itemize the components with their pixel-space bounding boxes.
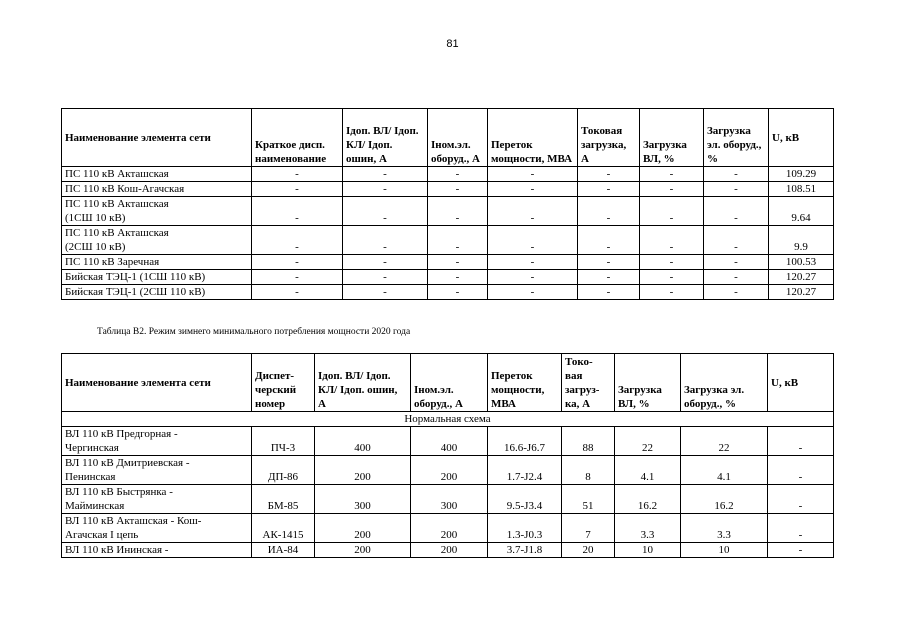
value-cell: - <box>252 182 343 197</box>
value-cell: 200 <box>411 514 488 543</box>
value-cell: - <box>704 197 769 226</box>
value-cell: - <box>578 182 640 197</box>
value-cell: 4.1 <box>681 456 768 485</box>
value-cell: - <box>640 285 704 300</box>
header-equip-load: Загрузка эл. оборуд., % <box>681 354 768 412</box>
value-cell: - <box>578 167 640 182</box>
value-cell: 16.2 <box>615 485 681 514</box>
table-row <box>62 197 834 226</box>
value-cell: - <box>343 226 428 255</box>
value-cell: ИА-84 <box>252 543 315 558</box>
value-cell: - <box>488 167 578 182</box>
element-name-line1: ПС 110 кВ Кош-Агачская <box>65 183 185 195</box>
value-cell: 7 <box>562 514 615 543</box>
element-name-cell <box>62 285 252 300</box>
table-winter-min-lines <box>61 353 834 558</box>
value-cell: - <box>704 182 769 197</box>
element-name-line1: ПС 110 кВ Акташская <box>65 198 169 210</box>
element-name-line1: ВЛ 110 кВ Дмитриевская - <box>65 457 190 469</box>
value-cell: 4.1 <box>615 456 681 485</box>
element-name-line1: Бийская ТЭЦ-1 (1СШ 110 кВ) <box>65 271 206 283</box>
value-cell: - <box>343 182 428 197</box>
value-cell: - <box>640 226 704 255</box>
value-cell: 1.7-J2.4 <box>488 456 562 485</box>
header-power-flow: Переток мощности, МВА <box>488 109 578 167</box>
voltage-cell: 100.53 <box>769 255 834 270</box>
element-name-line1: ВЛ 110 кВ Акташская - Кош- <box>65 515 202 527</box>
value-cell: - <box>578 270 640 285</box>
element-name-cell <box>62 182 252 197</box>
value-cell: 3.3 <box>615 514 681 543</box>
value-cell: - <box>578 197 640 226</box>
value-cell: - <box>428 197 488 226</box>
voltage-cell: - <box>768 456 834 485</box>
value-cell: - <box>488 197 578 226</box>
element-name-line1: ВЛ 110 кВ Ининская - <box>65 544 169 556</box>
value-cell: - <box>578 255 640 270</box>
voltage-cell: 120.27 <box>769 285 834 300</box>
value-cell: 1.3-J0.3 <box>488 514 562 543</box>
table-row <box>62 485 834 514</box>
value-cell: - <box>640 197 704 226</box>
value-cell: 20 <box>562 543 615 558</box>
value-cell: - <box>488 255 578 270</box>
table-row <box>62 456 834 485</box>
value-cell: - <box>488 285 578 300</box>
element-name-line1: ПС 110 кВ Акташская <box>65 168 169 180</box>
voltage-cell: - <box>768 427 834 456</box>
header-current-load: Токо- вая загруз- ка, А <box>562 354 615 412</box>
element-name-cell <box>62 514 252 543</box>
header-current-load: Токовая загрузка, А <box>578 109 640 167</box>
value-cell: - <box>428 226 488 255</box>
value-cell: - <box>343 270 428 285</box>
section-row <box>62 412 834 427</box>
value-cell: - <box>428 255 488 270</box>
element-name-line2: Майминская <box>65 500 125 512</box>
value-cell: - <box>640 182 704 197</box>
voltage-cell: - <box>768 485 834 514</box>
value-cell: 300 <box>411 485 488 514</box>
value-cell: - <box>428 285 488 300</box>
table-row <box>62 255 834 270</box>
value-cell: АК-1415 <box>252 514 315 543</box>
element-name-line2: Агачская I цепь <box>65 529 139 541</box>
voltage-cell: - <box>768 543 834 558</box>
value-cell: - <box>252 226 343 255</box>
value-cell: - <box>252 270 343 285</box>
element-name-line1: Бийская ТЭЦ-1 (2СШ 110 кВ) <box>65 286 206 298</box>
value-cell: 200 <box>411 456 488 485</box>
voltage-cell: 109.29 <box>769 167 834 182</box>
page-number: 81 <box>446 38 459 50</box>
value-cell: 16.6-J6.7 <box>488 427 562 456</box>
element-name-line2: Чергинская <box>65 442 119 454</box>
header-i-nom: Iном.эл. оборуд., А <box>428 109 488 167</box>
section-label: Нормальная схема <box>62 412 834 427</box>
header-line-load: Загрузка ВЛ, % <box>640 109 704 167</box>
value-cell: - <box>704 255 769 270</box>
table-row <box>62 543 834 558</box>
value-cell: 400 <box>411 427 488 456</box>
value-cell: - <box>578 285 640 300</box>
voltage-cell: - <box>768 514 834 543</box>
element-name-cell <box>62 226 252 255</box>
element-name-cell <box>62 485 252 514</box>
value-cell: - <box>640 255 704 270</box>
table-winter-max-voltages <box>61 108 834 300</box>
header-voltage: U, кВ <box>769 109 834 167</box>
value-cell: - <box>488 270 578 285</box>
header-voltage: U, кВ <box>768 354 834 412</box>
table-row <box>62 514 834 543</box>
value-cell: 9.5-J3.4 <box>488 485 562 514</box>
element-name-line1: ПС 110 кВ Акташская <box>65 227 169 239</box>
value-cell: 300 <box>315 485 411 514</box>
header-i-allowed: Iдоп. ВЛ/ Iдоп. КЛ/ Iдоп. ошин, А <box>315 354 411 412</box>
value-cell: - <box>252 167 343 182</box>
value-cell: - <box>704 285 769 300</box>
value-cell: 200 <box>315 456 411 485</box>
element-name-line1: ПС 110 кВ Заречная <box>65 256 160 268</box>
element-name-cell <box>62 167 252 182</box>
value-cell: 16.2 <box>681 485 768 514</box>
value-cell: - <box>343 285 428 300</box>
value-cell: 22 <box>681 427 768 456</box>
value-cell: 3.7-J1.8 <box>488 543 562 558</box>
value-cell: - <box>252 197 343 226</box>
voltage-cell: 9.64 <box>769 197 834 226</box>
element-name-cell <box>62 255 252 270</box>
value-cell: 400 <box>315 427 411 456</box>
value-cell: 22 <box>615 427 681 456</box>
value-cell: 10 <box>615 543 681 558</box>
table-row <box>62 427 834 456</box>
element-name-cell <box>62 543 252 558</box>
value-cell: - <box>704 270 769 285</box>
header-disp-name: Краткое дисп. наименование <box>252 109 343 167</box>
value-cell: - <box>704 167 769 182</box>
value-cell: - <box>640 167 704 182</box>
element-name-cell <box>62 270 252 285</box>
header-i-nom: Iном.эл. оборуд., А <box>411 354 488 412</box>
value-cell: БМ-85 <box>252 485 315 514</box>
value-cell: - <box>578 226 640 255</box>
value-cell: 88 <box>562 427 615 456</box>
table-caption: Таблица В2. Режим зимнего минимального потребления мощности 2020 года <box>97 327 411 337</box>
header-line-load: Загрузка ВЛ, % <box>615 354 681 412</box>
value-cell: - <box>428 270 488 285</box>
table-row <box>62 182 834 197</box>
value-cell: - <box>488 182 578 197</box>
value-cell: 200 <box>315 514 411 543</box>
value-cell: ДП-86 <box>252 456 315 485</box>
table-row <box>62 285 834 300</box>
value-cell: - <box>428 167 488 182</box>
element-name-cell <box>62 456 252 485</box>
header-power-flow: Переток мощности, МВА <box>488 354 562 412</box>
table-row <box>62 226 834 255</box>
element-name-cell <box>62 427 252 456</box>
header-i-allowed: Iдоп. ВЛ/ Iдоп. КЛ/ Iдоп. ошин, А <box>343 109 428 167</box>
value-cell: - <box>252 255 343 270</box>
voltage-cell: 9.9 <box>769 226 834 255</box>
value-cell: - <box>343 167 428 182</box>
element-name-line1: ВЛ 110 кВ Предгорная - <box>65 428 178 440</box>
value-cell: 200 <box>411 543 488 558</box>
value-cell: 8 <box>562 456 615 485</box>
element-name-line1: ВЛ 110 кВ Быстрянка - <box>65 486 173 498</box>
value-cell: - <box>343 197 428 226</box>
table-row <box>62 167 834 182</box>
value-cell: 3.3 <box>681 514 768 543</box>
value-cell: - <box>640 270 704 285</box>
element-name-line2: Пенинская <box>65 471 116 483</box>
value-cell: - <box>428 182 488 197</box>
table-row <box>62 270 834 285</box>
value-cell: - <box>488 226 578 255</box>
value-cell: 200 <box>315 543 411 558</box>
header-dispatch-number: Диспет- черский номер <box>252 354 315 412</box>
element-name-cell <box>62 197 252 226</box>
value-cell: 51 <box>562 485 615 514</box>
value-cell: - <box>704 226 769 255</box>
voltage-cell: 120.27 <box>769 270 834 285</box>
value-cell: 10 <box>681 543 768 558</box>
element-name-line2: (2СШ 10 кВ) <box>65 241 126 253</box>
header-equip-load: Загрузка эл. оборуд., % <box>704 109 769 167</box>
header-element-name: Наименование элемента сети <box>62 109 252 167</box>
voltage-cell: 108.51 <box>769 182 834 197</box>
element-name-line2: (1СШ 10 кВ) <box>65 212 126 224</box>
value-cell: - <box>252 285 343 300</box>
header-element-name: Наименование элемента сети <box>62 354 252 412</box>
value-cell: ПЧ-3 <box>252 427 315 456</box>
value-cell: - <box>343 255 428 270</box>
